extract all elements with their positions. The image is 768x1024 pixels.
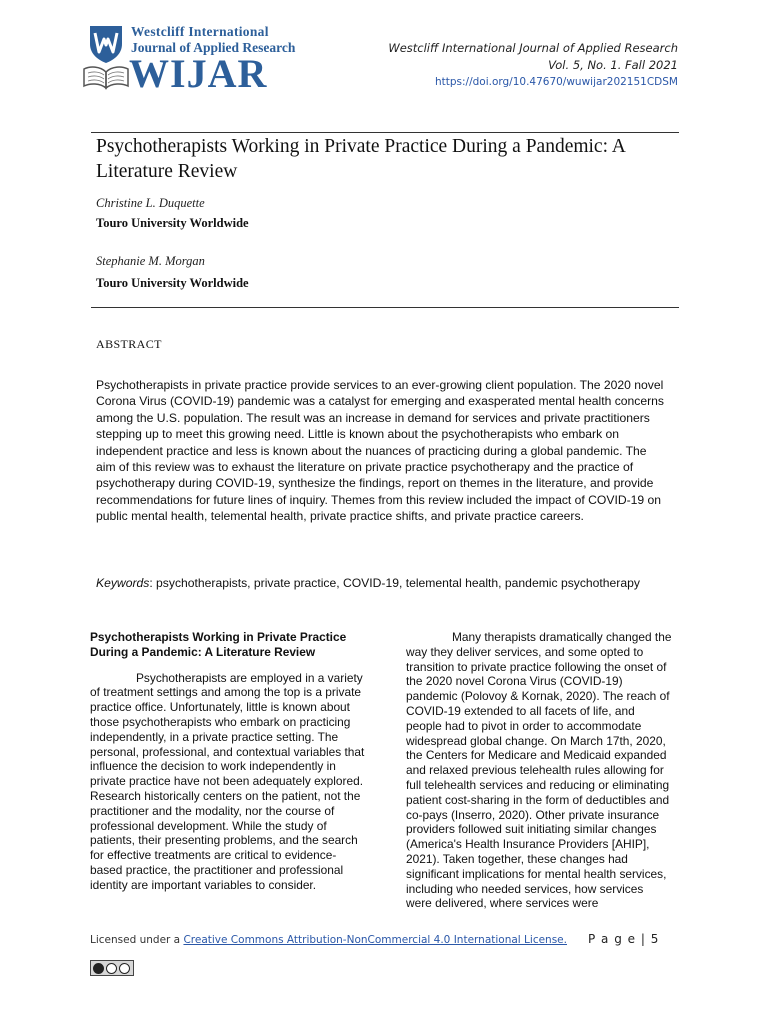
journal-name: Westcliff International Journal of Applied Research [388, 41, 678, 55]
page-number: P a g e | 5 [588, 932, 660, 946]
abstract-heading: ABSTRACT [96, 337, 162, 351]
author-affiliation: Touro University Worldwide [96, 276, 249, 290]
keywords [96, 576, 696, 590]
issue-info: Vol. 5, No. 1. Fall 2021 [548, 58, 678, 72]
body-paragraph: Many therapists dramatically changed the way they deliver services, and some opted to transition to private practice following the onset of the 2020 novel Corona Virus (COVID-19) pandemic (Polovoy & Kornak, 2020). The reach of COVID-19 extended to all facets of life, and people had to pivot in order to accommodate widespread global change. On March 17th, 2020, the Centers for Medicare and Medicaid expanded and relaxed previous telehealth rules allowing for full telehealth services and reducing or eliminating patient cost-sharing in the form of deductibles and co-pays (Inserro, 2020). Other private insurance providers followed suit initiating similar changes (America's Health Insurance Providers [AHIP], 2021). Taken together, these changes had significant implications for mental health services, including who needed services, how services were delivered, where services were [406, 630, 672, 911]
article-title: Psychotherapists Working in Private Practice During a Pandemic: A Literature Review [96, 136, 625, 182]
top-rule [91, 132, 679, 133]
section-heading: Psychotherapists Working in Private Practice During a Pandemic: A Literature Review [90, 630, 347, 659]
abstract-text: Psychotherapists in private practice provide services to an ever-growing client population. The 2020 novel Corona Virus (COVID-19) pandemic was a catalyst for emerging and exasperated mental health concerns among the U.S. population. The result was an increase in demand for services and private practitioners stepping up to meet this growing need. Little is known about the psychotherapists who embark on independent practice and less is known about the nuances of practicing during a global pandemic. The aim of this review was to exhaust the literature on private practice psychotherapy and the practice of psychotherapy during COVID-19, synthesize the findings, report on themes in the literature, and provide recommendations for future lines of inquiry. Themes from this review included the impact of COVID-19 on public mental health, telemental health, private practice shifts, and private practice careers. [96, 378, 664, 524]
license-link[interactable]: Creative Commons Attribution-NonCommercial 4.0 International License. [183, 934, 567, 946]
left-column [90, 630, 366, 893]
mid-rule [91, 307, 679, 308]
license-line [90, 934, 567, 946]
logo-acronym: WIJAR [129, 51, 268, 96]
creative-commons-by-nc-icon[interactable] [90, 960, 134, 976]
shield-w-icon [88, 24, 124, 64]
logo-line-1: Westcliff International [131, 24, 269, 39]
body-paragraph: Psychotherapists are employed in a variety of treatment settings and among the top is a private practice office. Unfortunately, little is known about those psychotherapists who embark on practicing independently, in a private practice setting. The personal, professional, and contextual variables that influence the decision to work independently in private practice have not been adequately explored. Research historically centers on the patient, not the practitioner and the modality, nor the course of professional development. While the study of patients, their presenting problems, and the search for effective treatments are critical to evidence-based practice, the practitioner and professional identity are important variables to consider. [90, 670, 365, 892]
right-column [406, 630, 672, 926]
license-prefix: Licensed under a [90, 934, 184, 946]
author-name: Christine L. Duquette [96, 196, 205, 210]
author-name: Stephanie M. Morgan [96, 254, 205, 268]
keywords-label: Keywords [96, 576, 150, 590]
journal-logo [82, 24, 296, 96]
open-book-icon [82, 64, 130, 90]
logo-line-2: Journal of Applied Research [131, 40, 296, 55]
masthead [388, 40, 678, 91]
author-affiliation: Touro University Worldwide [96, 216, 249, 230]
keywords-list: : psychotherapists, private practice, COVID-19, telemental health, pandemic psychotherapy [149, 576, 640, 590]
doi-link[interactable]: https://doi.org/10.47670/wuwijar202151CDSM [434, 76, 678, 88]
